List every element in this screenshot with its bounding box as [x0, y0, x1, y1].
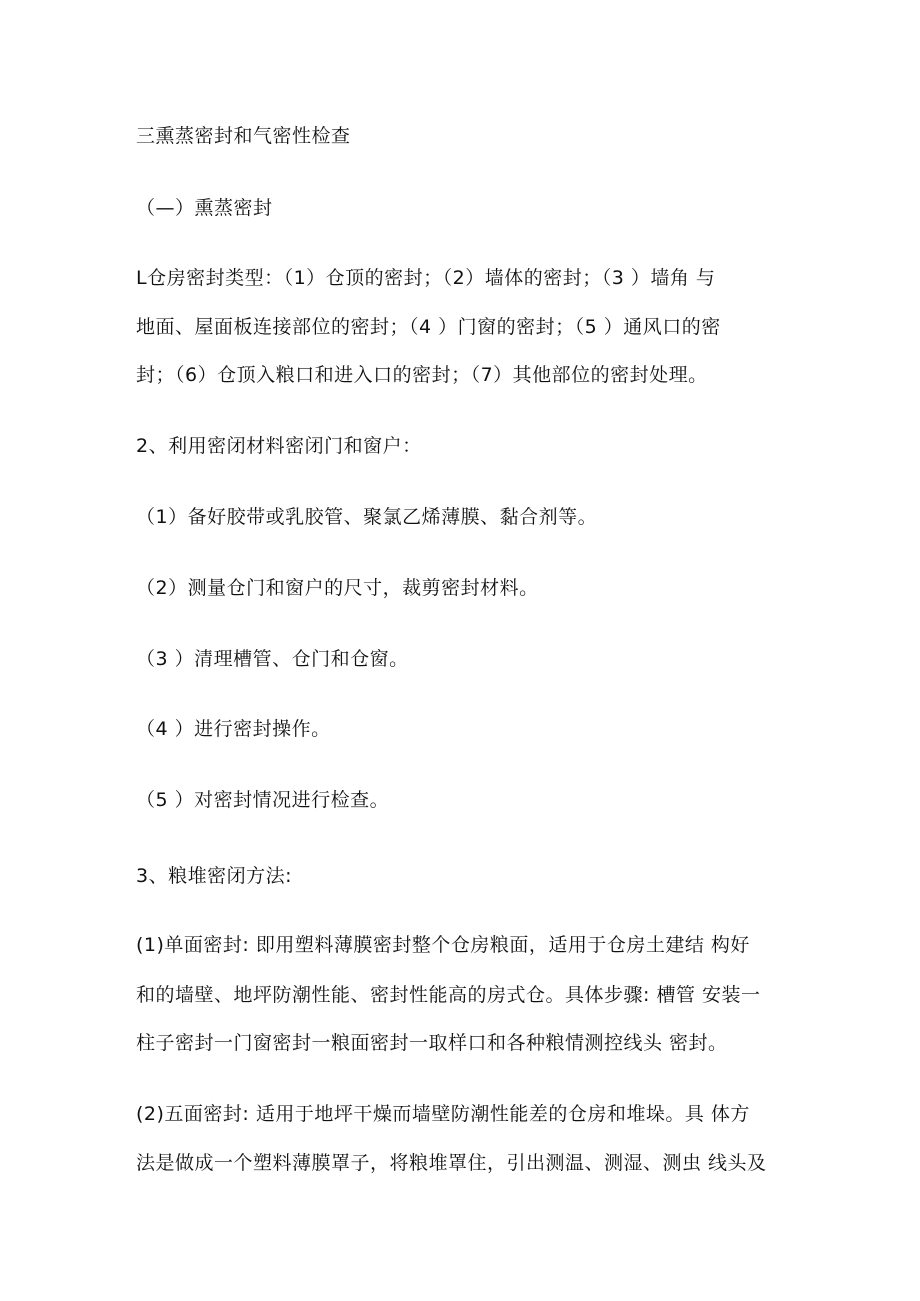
five-side-seal-line-1: (2)五面密封: 适用于地坪干燥而墙壁防潮性能差的仓房和堆垛。具 体方 [136, 1103, 750, 1125]
document-heading: 三熏蒸密封和气密性检查 [136, 125, 351, 147]
section-2-item-4: （4 ）进行密封操作。 [136, 718, 331, 740]
seal-types-line-1: L仓房密封类型：（1）仓顶的密封；（2）墙体的密封；（3 ）墙角 与 [136, 267, 716, 289]
seal-types-line-3: 封；（6）仓顶入粮口和进入口的密封；（7）其他部位的密封处理。 [136, 364, 708, 386]
section-2-item-5: （5 ）对密封情况进行检查。 [136, 789, 390, 811]
five-side-seal-line-2: 法是做成一个塑料薄膜罩子，将粮堆罩住，引出测温、测湿、测虫 线头及 [136, 1152, 767, 1174]
single-side-seal-line-3: 柱子密封一门窗密封一粮面密封一取样口和各种粮情测控线头 密封。 [136, 1032, 728, 1054]
document-subheading: （—）熏蒸密封 [136, 197, 273, 219]
section-2-title: 2、利用密闭材料密闭门和窗户： [136, 435, 422, 457]
single-side-seal-line-2: 和的墙壁、地坪防潮性能、密封性能高的房式仓。具体步骤: 槽管 安装一 [136, 984, 761, 1006]
section-2-item-2: （2）测量仓门和窗户的尺寸，裁剪密封材料。 [136, 577, 539, 599]
section-3-title: 3、粮堆密闭方法: [136, 865, 292, 887]
single-side-seal-line-1: (1)单面密封: 即用塑料薄膜密封整个仓房粮面，适用于仓房土建结 构好 [136, 934, 750, 956]
section-2-item-1: （1）备好胶带或乳胶管、聚氯乙烯薄膜、黏合剂等。 [136, 506, 598, 528]
section-2-item-3: （3 ）清理槽管、仓门和仓窗。 [136, 648, 409, 670]
seal-types-line-2: 地面、屋面板连接部位的密封；（4 ）门窗的密封；（5 ）通风口的密 [136, 316, 721, 338]
